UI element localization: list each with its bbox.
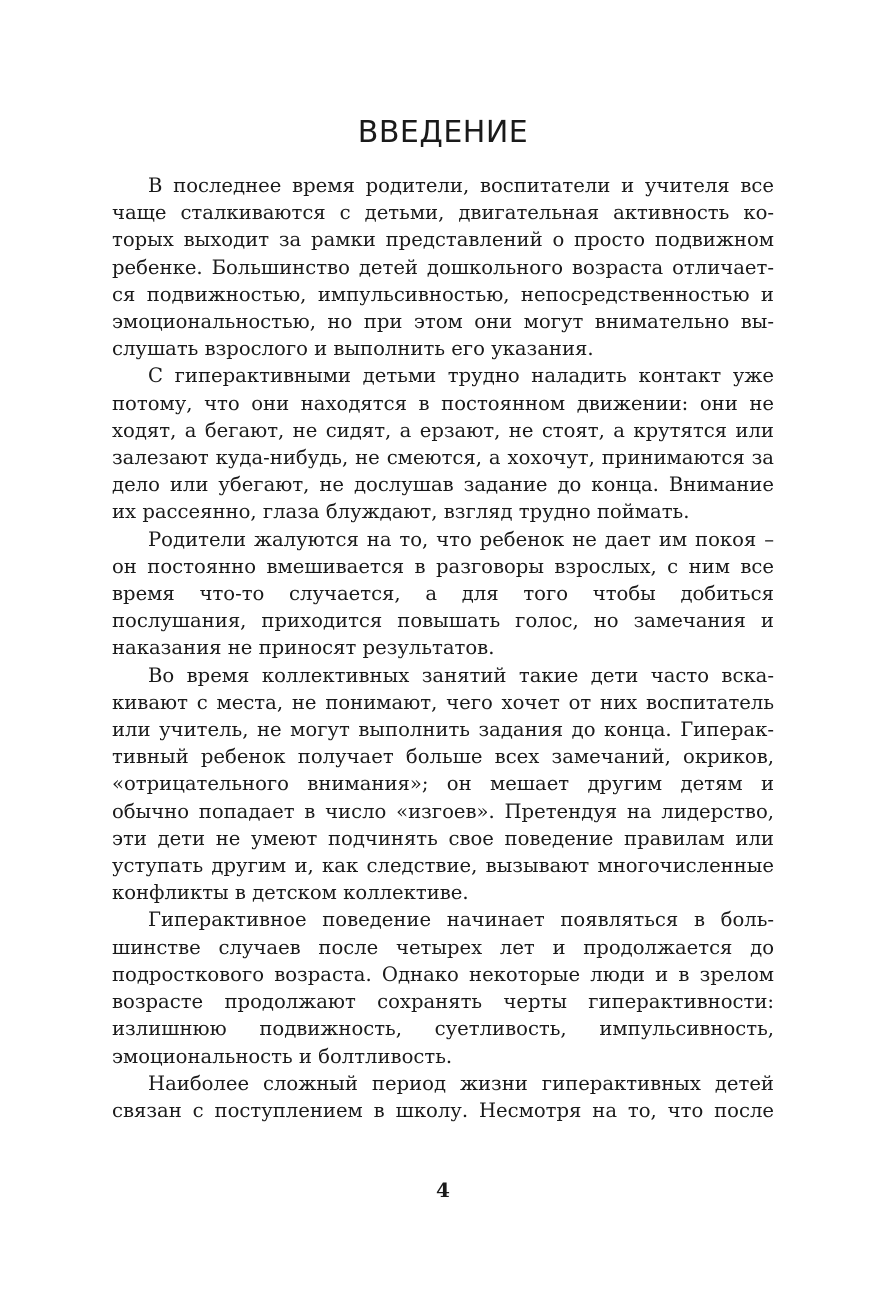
paragraph-4: Во время коллективных занятий такие дети часто вскакивают с места, не понимают, чего хочет от них воспитатель или учитель, не могут выполнить задания до конца. Гиперактивный ребенок получает больше всех замечаний, окриков, «отрицательного внимания»; он мешает другим детям и обычно попадает в число «изгоев». Претендуя на лидерство, эти дети не умеют подчинять свое поведение правилам или уступать другим и, как следствие, вызывают многочисленные конфликты в детском коллективе. xyxy=(112,663,774,905)
page-number: 4 xyxy=(436,1178,450,1202)
paragraph-5: Гиперактивное поведение начинает появляться в большинстве случаев после четырех лет и продолжается до подросткового возраста. Однако некоторые люди и в зрелом возрасте продолжают сохранять черты гиперактивности: излишнюю подвижность, суетливость, импульсивность, эмоциональность и болтливость. xyxy=(112,908,774,1068)
chapter-title: ВВЕДЕНИЕ xyxy=(357,115,529,150)
paragraph-6: Наиболее сложный период жизни гиперактивных детей связан с поступлением в школу. Несмотря на то, что после xyxy=(112,1071,774,1122)
paragraph-2: С гиперактивными детьми трудно наладить контакт уже потому, что они находятся в постоянном движении: они не ходят, а бегают, не сидят, а ерзают, не стоят, а крутятся или залезают куда-нибудь, не смеются, а хохочут, принимаются за дело или убегают, не дослушав задание до конца. Внимание их рассеянно, глаза блуждают, взгляд трудно поймать. xyxy=(112,364,774,524)
book-page xyxy=(112,0,774,1299)
paragraph-1: В последнее время родители, воспитатели и учителя все чаще сталкиваются с детьми, двигательная активность которых выходит за рамки представлений о просто подвижном ребенке. Большинство детей дошкольного возраста отличается подвижностью, импульсивностью, непосредственностью и эмоциональностью, но при этом они могут внимательно выслушать взрослого и выполнить его указания. xyxy=(112,174,774,361)
paragraph-3: Родители жалуются на то, что ребенок не дает им покоя – он постоянно вмешивается в разговоры взрослых, с ним все время что-то случается, а для того чтобы добиться послушания, приходится повышать голос, но замечания и наказания не приносят результатов. xyxy=(112,527,774,660)
body-text xyxy=(112,172,774,1124)
